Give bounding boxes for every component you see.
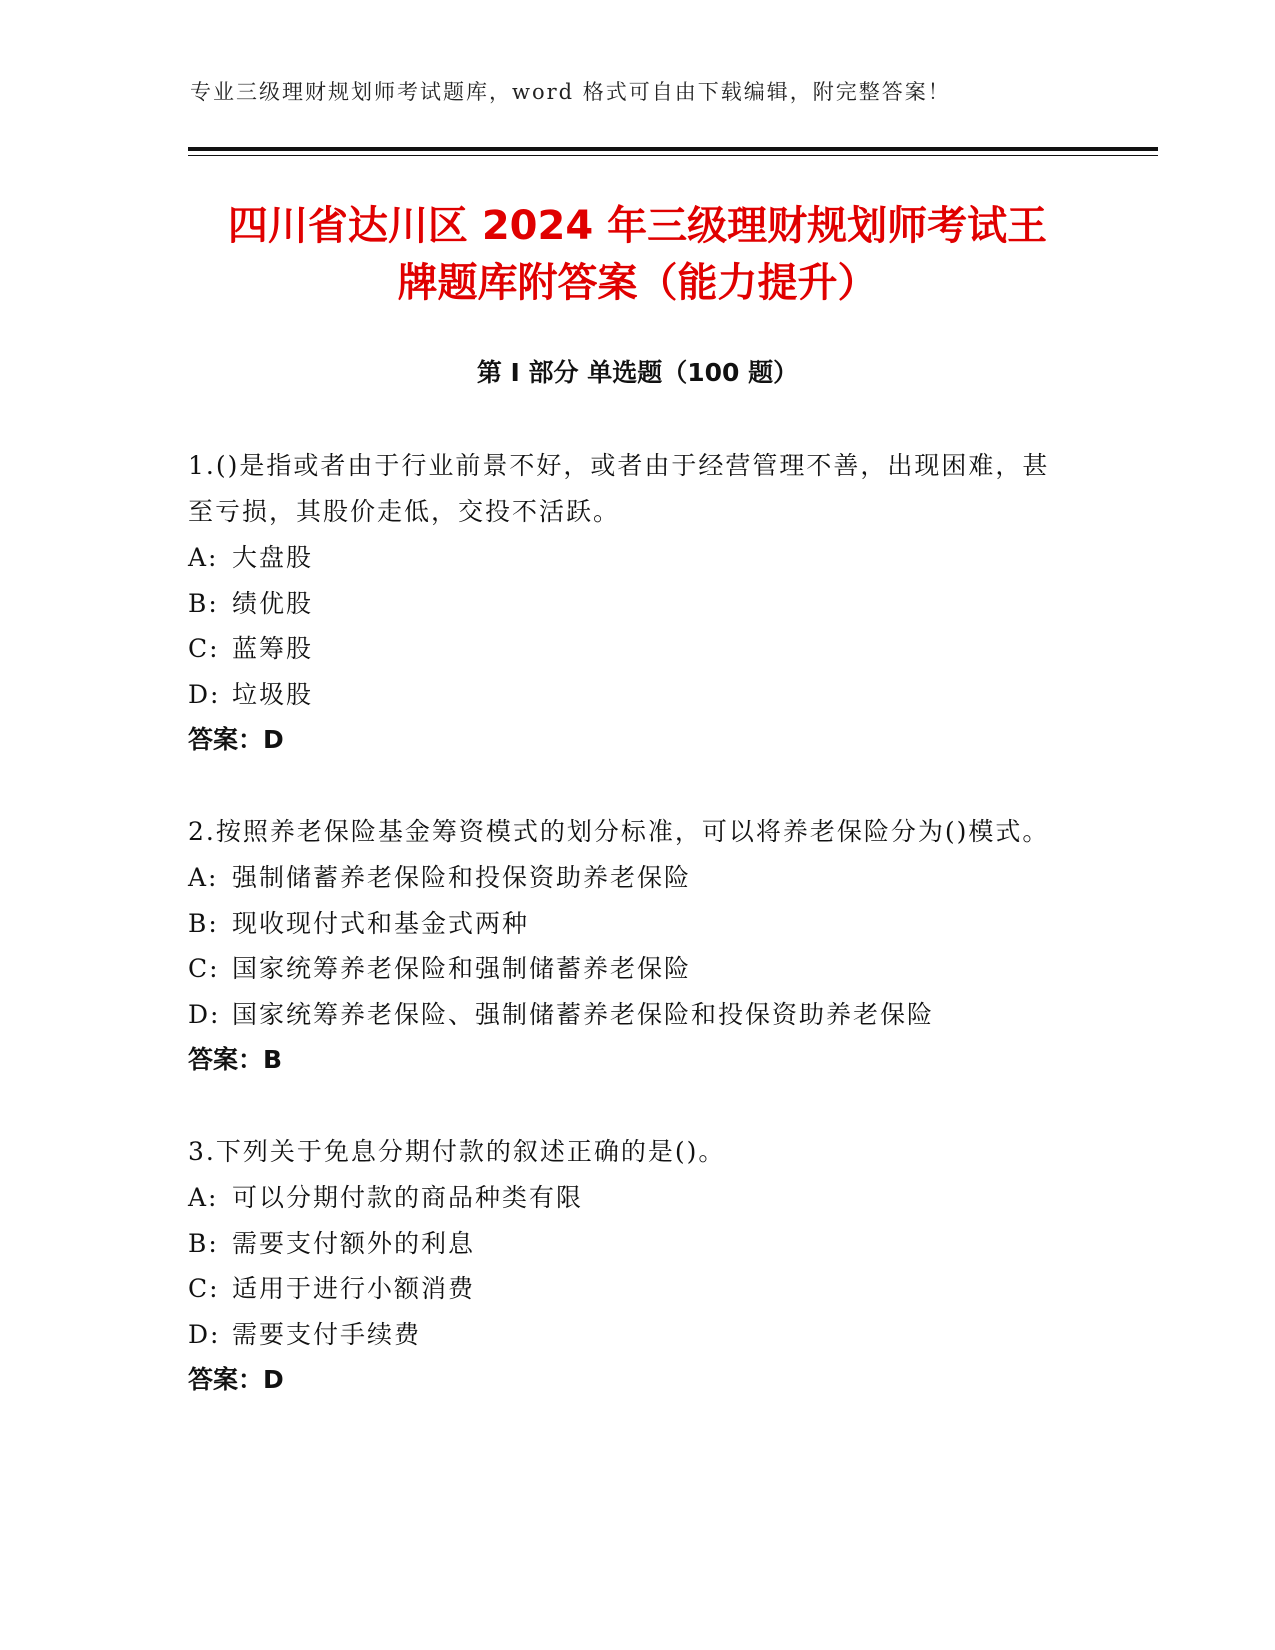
option-c <box>188 626 1068 672</box>
option-text: 现收现付式和基金式两种 <box>232 908 530 938</box>
option-key: A: <box>188 863 219 892</box>
option-key: D: <box>188 1319 221 1349</box>
option-b <box>188 581 1068 627</box>
document-title <box>100 198 1175 312</box>
option-text: 垃圾股 <box>232 679 314 709</box>
option-text: 绩优股 <box>232 588 314 618</box>
option-text: 需要支付额外的利息 <box>232 1228 476 1258</box>
header-note: 专业三级理财规划师考试题库，word 格式可自由下载编辑，附完整答案！ <box>190 80 951 104</box>
option-key: D: <box>188 999 221 1029</box>
option-a <box>188 535 1068 581</box>
header-rule-thin <box>188 155 1158 156</box>
question-1 <box>188 443 1068 763</box>
option-c <box>188 946 1068 992</box>
question-3 <box>188 1129 1068 1403</box>
answer-line: 答案：D <box>188 725 284 754</box>
question-stem: 1.()是指或者由于行业前景不好，或者由于经营管理不善，出现困难，甚至亏损，其股价走低，交投不活跃。 <box>188 451 1050 526</box>
option-d <box>188 992 1068 1038</box>
title-line-2: 牌题库附答案（能力提升） <box>397 260 878 306</box>
option-b <box>188 1221 1068 1267</box>
header-rule-thick <box>188 147 1158 151</box>
title-line-1: 四川省达川区 2024 年三级理财规划师考试王 <box>227 203 1048 249</box>
question-stem: 2.按照养老保险基金筹资模式的划分标准，可以将养老保险分为()模式。 <box>188 817 1050 846</box>
option-a <box>188 1175 1068 1221</box>
option-c <box>188 1266 1068 1312</box>
answer-line: 答案：B <box>188 1045 283 1074</box>
option-text: 强制储蓄养老保险和投保资助养老保险 <box>232 863 692 892</box>
option-key: A: <box>188 543 219 572</box>
question-list <box>188 443 1068 1449</box>
option-text: 适用于进行小额消费 <box>232 1274 476 1303</box>
option-text: 需要支付手续费 <box>232 1319 422 1349</box>
option-key: B: <box>188 1228 219 1258</box>
option-text: 国家统筹养老保险、强制储蓄养老保险和投保资助养老保险 <box>232 999 935 1029</box>
question-stem: 3.下列关于免息分期付款的叙述正确的是()。 <box>188 1137 726 1166</box>
option-text: 蓝筹股 <box>232 634 314 663</box>
option-b <box>188 901 1068 947</box>
option-key: C: <box>188 1274 220 1303</box>
option-d <box>188 1312 1068 1358</box>
option-key: D: <box>188 679 221 709</box>
option-key: A: <box>188 1183 219 1212</box>
option-key: C: <box>188 954 220 983</box>
option-key: B: <box>188 588 219 618</box>
option-key: C: <box>188 634 220 663</box>
option-text: 国家统筹养老保险和强制储蓄养老保险 <box>232 954 692 983</box>
answer-line: 答案：D <box>188 1365 284 1394</box>
question-2 <box>188 809 1068 1083</box>
option-text: 大盘股 <box>232 543 314 572</box>
section-title: 第 I 部分 单选题（100 题） <box>476 358 799 387</box>
option-d <box>188 672 1068 718</box>
option-a <box>188 855 1068 901</box>
option-text: 可以分期付款的商品种类有限 <box>232 1183 584 1212</box>
option-key: B: <box>188 908 219 938</box>
